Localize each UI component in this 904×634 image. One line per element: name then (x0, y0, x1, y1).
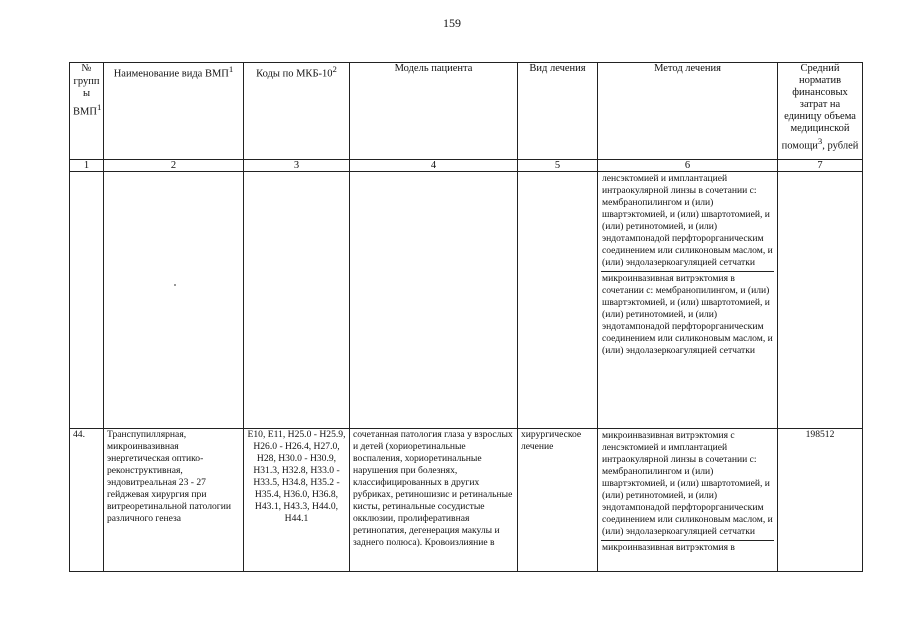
table-cell (244, 172, 350, 429)
column-number-row (70, 160, 863, 172)
header-name: Наименование вида ВМП$^1$ (104, 63, 244, 160)
method-item: микроинвазивная витрэктомия в сочетании с: мембранопилингом, и (или) швартэктомией, и (или) швартотомией, и (или) ретинотомией, и (или) эндотампонадой перфторорганическим соединением или силиконовым маслом, и (или) эндолазеркоагуляцией сетчатки (602, 273, 773, 356)
table-cell (350, 172, 518, 429)
method-cell (598, 172, 778, 429)
header-row (70, 63, 863, 160)
header-cost: Средний норматив финансовых затрат на единицу объема медицинской помощи$^3$, рублей (778, 63, 863, 160)
column-number: 2 (104, 160, 244, 172)
page-number: 159 (443, 16, 461, 30)
header-method: Метод лечения (598, 63, 778, 160)
column-number: 7 (778, 160, 863, 172)
column-number: 4 (350, 160, 518, 172)
column-number: 6 (598, 160, 778, 172)
column-number: 5 (518, 160, 598, 172)
header-treatment-type: Вид лечения (518, 63, 598, 160)
table-cell (104, 172, 244, 429)
table-row-continuation (70, 172, 863, 429)
vmp-table (69, 62, 863, 572)
table-row-44 (70, 429, 863, 572)
column-number: 1 (70, 160, 104, 172)
column-number: 3 (244, 160, 350, 172)
group-number: 44. (70, 429, 104, 572)
vmp-name: Транспупиллярная, микроинвазивная энергетическая оптико-реконструктивная, эндовитреальная 23 - 27 гейджевая хирургия при витреоретинальной патологии различного генеза (104, 429, 244, 572)
table-cell (70, 172, 104, 429)
treatment-type: хирургическое лечение (518, 429, 598, 572)
header-codes: Коды по МКБ-$10^2$ (244, 63, 350, 160)
method-item: микроинвазивная витрэктомия в (602, 542, 735, 553)
icd-codes: E10, E11, H25.0 - H25.9, H26.0 - H26.4, H27.0, H28, H30.0 - H30.9, H31.3, H32.8, H33.0 - H33.5, H34.8, H35.2 - H35.4, H36.0, H36.8, H43.1, H43.3, H44.0, H44.1 (244, 429, 350, 572)
method-item: микроинвазивная витрэктомия с ленсэктомией и имплантацией интраокулярной линзы в сочетании с: мембранопилингом и (или) швартэктомией, и (или) швартотомией, и (или) ретинотомией, и (или) эндотампонадой перфторорганическим соединением или силиконовым маслом, и (или) эндолазеркоагуляцией сетчатки (601, 429, 774, 541)
cost-value: 198512 (778, 429, 863, 572)
patient-model: сочетанная патология глаза у взрослых и детей (хориоретинальные воспаления, хориоретинальные нарушения при болезнях, классифицированных в других рубриках, ретиношизис и ретинальные кисты, ретинальные сосудистые окклюзии, пролиферативная ретинопатия, дегенерация макулы и заднего полюса). Кровоизлияние в (350, 429, 518, 572)
method-cell (598, 429, 778, 572)
method-item: ленсэктомией и имплантацией интраокулярной линзы в сочетании с: мембранопилингом и (или) швартэктомией, и (или) швартотомией, и (или) ретинотомией, и (или) эндотампонадой перфторорганическим соединением или силиконовым маслом, и (или) эндолазеркоагуляцией сетчатки (601, 172, 774, 272)
table-cell (518, 172, 598, 429)
scan-speck (174, 284, 176, 286)
table-cell (778, 172, 863, 429)
header-model: Модель пациента (350, 63, 518, 160)
header-group-no: № групп ы ВМП$^1$ (70, 63, 104, 160)
